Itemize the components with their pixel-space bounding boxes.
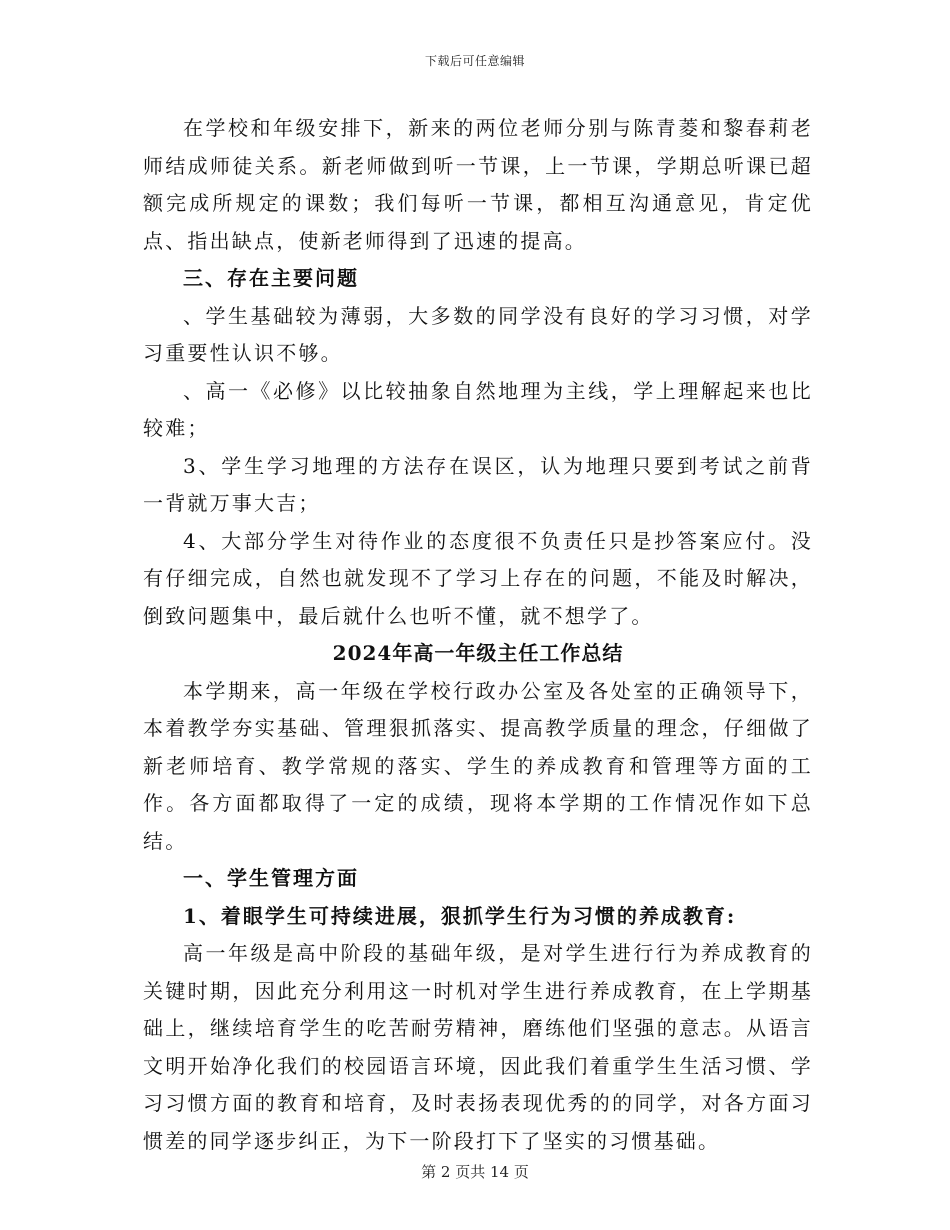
document-title: 2024年高一年级主任工作总结 [332, 641, 624, 665]
heading-habit-education: 1、着眼学生可持续进展，狠抓学生行为习惯的养成教育: [183, 903, 737, 928]
page-header: 下载后可任意编辑 [424, 54, 525, 68]
paragraph-problem-2: 、高一《必修》以比较抽象自然地理为主线，学上理解起来也比较难； [143, 378, 813, 440]
page-footer: 第 2 页共 14 页 [421, 1163, 529, 1181]
paragraph-problem-3: 3、学生学习地理的方法存在误区，认为地理只要到考试之前背一背就万事大吉； [143, 453, 813, 515]
paragraph-mentoring: 在学校和年级安排下，新来的两位老师分别与陈青菱和黎春莉老师结成师徒关系。新老师做到听一节课，上一节课，学期总听课已超额完成所规定的课数；我们每听一节课，都相互沟通意见，肯定优点、指出缺点，使新老师得到了迅速的提高。 [143, 116, 813, 253]
document-body [143, 110, 813, 1160]
heading-problems: 三、存在主要问题 [183, 266, 359, 290]
paragraph-intro: 本学期来，高一年级在学校行政办公室及各处室的正确领导下，本着教学夯实基础、管理狠抓落实、提高教学质量的理念，仔细做了新老师培育、教学常规的落实、学生的养成教育和管理等方面的工作。各方面都取得了一定的成绩，现将本学期的工作情况作如下总结。 [143, 678, 813, 853]
heading-student-management: 一、学生管理方面 [183, 866, 359, 890]
paragraph-problem-4: 4、大部分学生对待作业的态度很不负责任只是抄答案应付。没有仔细完成，自然也就发现不了学习上存在的问题，不能及时解决，倒致问题集中，最后就什么也听不懂，就不想学了。 [143, 528, 813, 628]
paragraph-problem-1: 、学生基础较为薄弱，大多数的同学没有良好的学习习惯，对学习重要性认识不够。 [143, 303, 813, 365]
paragraph-habit-education: 高一年级是高中阶段的基础年级，是对学生进行行为养成教育的关键时期，因此充分利用这一时机对学生进行养成教育，在上学期基础上，继续培育学生的吃苦耐劳精神，磨练他们坚强的意志。从语言文明开始净化我们的校园语言环境，因此我们着重学生生活习惯、学习习惯方面的教育和培育，及时表扬表现优秀的的同学，对各方面习惯差的同学逐步纠正，为下一阶段打下了坚实的习惯基础。 [143, 941, 813, 1153]
